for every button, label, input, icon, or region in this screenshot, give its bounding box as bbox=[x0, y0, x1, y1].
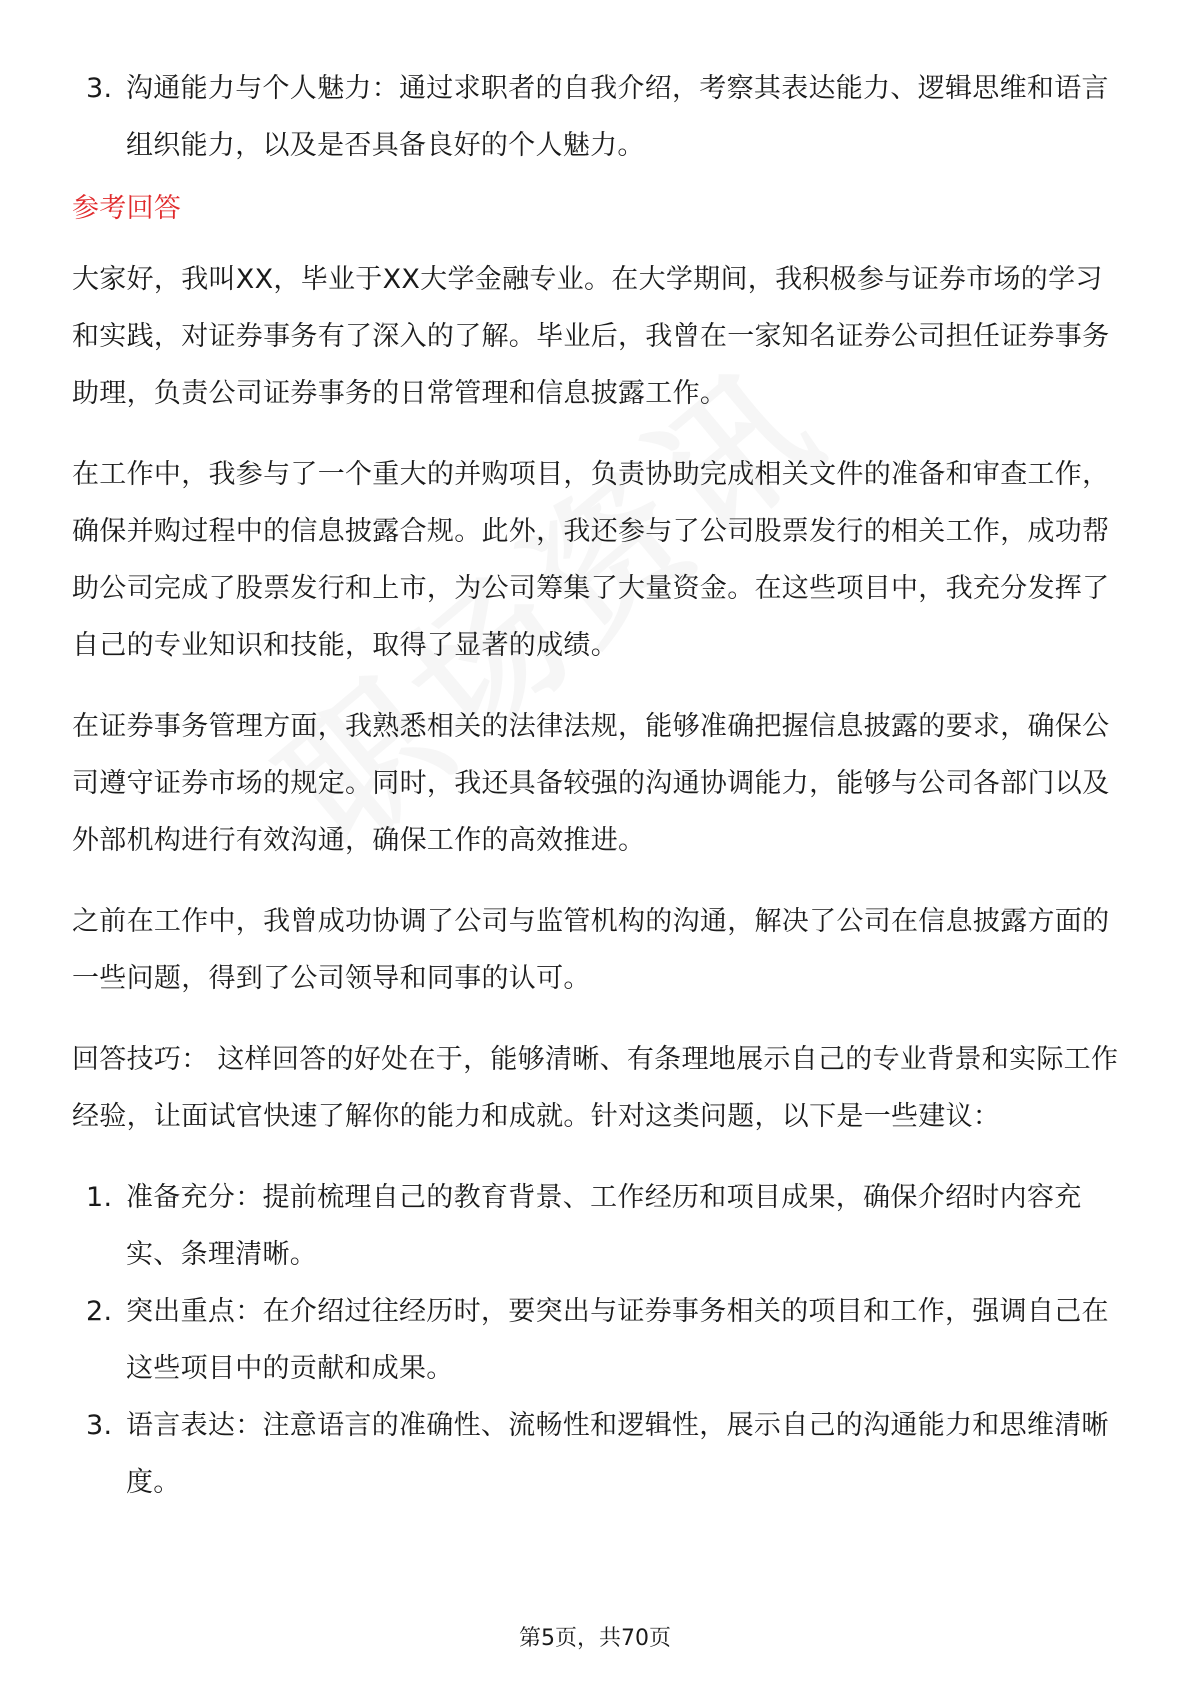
list-item-text: 语言表达：注意语言的准确性、流畅性和逻辑性，展示自己的沟通能力和思维清晰度。 bbox=[126, 1410, 1109, 1498]
list-item bbox=[72, 1283, 1122, 1397]
page-footer: 第5页，共70页 bbox=[519, 1626, 671, 1651]
page-content bbox=[72, 60, 1122, 1511]
section-heading: 参考回答 bbox=[72, 193, 182, 224]
list-number: 3. bbox=[86, 1410, 113, 1441]
list-item bbox=[72, 60, 1122, 174]
paragraph: 在证券事务管理方面，我熟悉相关的法律法规，能够准确把握信息披露的要求，确保公司遵守证券市场的规定。同时，我还具备较强的沟通协调能力，能够与公司各部门以及外部机构进行有效沟通，确保工作的高效推进。 bbox=[72, 711, 1110, 856]
list-item-text: 突出重点：在介绍过往经历时，要突出与证券事务相关的项目和工作，强调自己在这些项目中的贡献和成果。 bbox=[126, 1296, 1109, 1384]
list-number: 2. bbox=[86, 1296, 113, 1327]
list-item bbox=[72, 1169, 1122, 1283]
list-item-text: 沟通能力与个人魅力：通过求职者的自我介绍，考察其表达能力、逻辑思维和语言组织能力，以及是否具备良好的个人魅力。 bbox=[126, 73, 1109, 161]
list-number: 3. bbox=[86, 73, 113, 104]
paragraph: 在工作中，我参与了一个重大的并购项目，负责协助完成相关文件的准备和审查工作，确保并购过程中的信息披露合规。此外，我还参与了公司股票发行的相关工作，成功帮助公司完成了股票发行和上市，为公司筹集了大量资金。在这些项目中，我充分发挥了自己的专业知识和技能，取得了显著的成绩。 bbox=[72, 459, 1110, 661]
paragraph: 之前在工作中，我曾成功协调了公司与监管机构的沟通，解决了公司在信息披露方面的一些问题，得到了公司领导和同事的认可。 bbox=[72, 906, 1110, 994]
paragraph: 大家好，我叫XX，毕业于XX大学金融专业。在大学期间，我积极参与证券市场的学习和实践，对证券事务有了深入的了解。毕业后，我曾在一家知名证券公司担任证券事务助理，负责公司证券事务的日常管理和信息披露工作。 bbox=[72, 264, 1110, 409]
paragraph: 回答技巧： 这样回答的好处在于，能够清晰、有条理地展示自己的专业背景和实际工作经验，让面试官快速了解你的能力和成就。针对这类问题，以下是一些建议： bbox=[72, 1044, 1119, 1132]
list-item-text: 准备充分：提前梳理自己的教育背景、工作经历和项目成果，确保介绍时内容充实、条理清晰。 bbox=[126, 1182, 1082, 1270]
list-number: 1. bbox=[86, 1182, 113, 1213]
list-item bbox=[72, 1397, 1122, 1511]
